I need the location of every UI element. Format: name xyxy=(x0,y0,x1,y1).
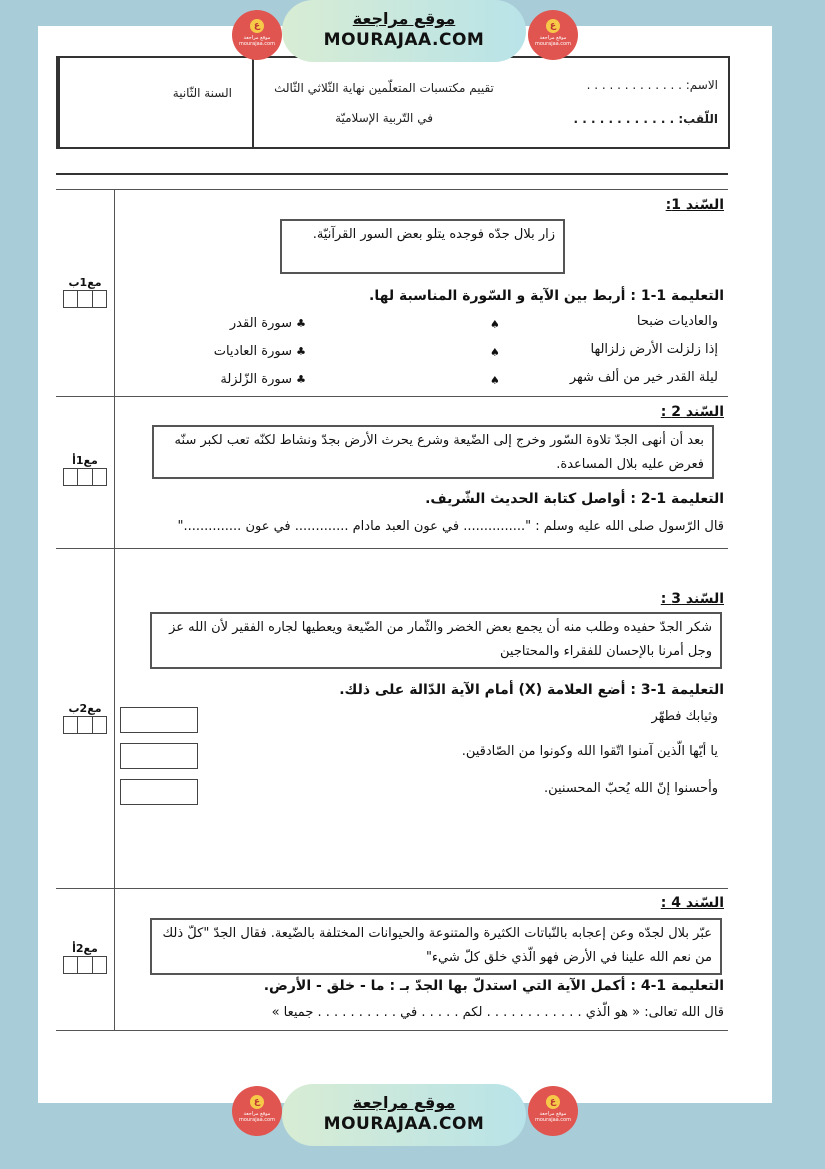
criterion-2: مع1أ xyxy=(63,454,107,486)
grade-cell xyxy=(58,58,252,147)
section-divider xyxy=(56,548,728,549)
sanad-1-text: زار بلال جدّه فوجده يتلو بعض السور القرآنيّة. xyxy=(280,219,565,274)
sanad-2-text: بعد أن أنهى الجدّ تلاوة السّور وخرج إلى الضّيعة وشرع يحرث الأرض بجدّ ونشاط لكنّه تعب لكبر سنّه فعرض عليه بلال المساعدة. xyxy=(152,425,714,479)
task-1-1: التعليمة 1-1 : أربط بين الآية و السّورة المناسبة لها. xyxy=(369,288,724,304)
hadith-fill[interactable]: قال الرّسول صلى الله عليه وسلم : "............... في عون العبد مادام ............. في عون .............." xyxy=(177,519,724,534)
sanad-2-title: السّند 2 : xyxy=(660,404,724,420)
verse-1: والعاديات ضبحا xyxy=(636,314,718,329)
site-logo-icon: ع موقع مراجعة mourajaa.com xyxy=(528,10,578,60)
sanad-3-title: السّند 3 : xyxy=(660,591,724,607)
answer-box-1[interactable] xyxy=(120,707,198,733)
spade-bullet-icon[interactable]: ♠ xyxy=(490,346,500,359)
exam-title xyxy=(252,58,514,147)
site-name-latin: MOURAJAA.COM xyxy=(323,1114,485,1134)
site-banner-top[interactable] xyxy=(282,0,526,62)
answer-box-2[interactable] xyxy=(120,743,198,769)
verse-2: إذا زلزلت الأرض زلزالها xyxy=(590,342,718,357)
student-info xyxy=(514,58,728,147)
sanad-4-text: عبّر بلال لجدّه وعن إعجابه بالنّباتات الكثيرة والمتنوعة والحيوانات المختلفة بالضّيعة. فقال الجدّ "كلّ ذلك من نعم الله علينا في الأرض فهو الّذي خلق كلّ شيء" xyxy=(150,918,722,975)
spade-bullet-icon[interactable]: ♠ xyxy=(490,374,500,387)
task-1-3: التعليمة 1-3 : أضع العلامة (X) أمام الآية الدّالة على ذلك. xyxy=(339,682,724,698)
section-divider xyxy=(56,888,728,889)
section-divider xyxy=(56,396,728,397)
site-name-latin: MOURAJAA.COM xyxy=(323,30,485,50)
task-1-2: التعليمة 1-2 : أواصل كتابة الحديث الشّريف. xyxy=(425,491,724,507)
divider xyxy=(56,173,728,175)
criterion-4: مع2أ xyxy=(63,942,107,974)
criteria-column-divider xyxy=(114,190,115,1030)
name-label: الاسم: . . . . . . . . . . . . . xyxy=(586,78,718,92)
option-3: وأحسنوا إنّ الله يُحبّ المحسنين. xyxy=(543,781,718,796)
sanad-3-text: شكر الجدّ حفيده وطلب منه أن يجمع بعض الخضر والثّمار من الضّيعة ويعطيها لجاره الفقير لأن الله عز وجل أمرنا بالإحسان للفقراء والمحتاجين xyxy=(150,612,722,669)
exam-header xyxy=(56,56,730,149)
verse-3: ليلة القدر خير من ألف شهر xyxy=(569,370,718,385)
site-name-ar: موقع مراجعة xyxy=(352,9,456,28)
site-logo-icon: ع موقع مراجعة mourajaa.com xyxy=(232,1086,282,1136)
option-2: يا أيّها الّذين آمنوا اتّقوا الله وكونوا من الصّادقين. xyxy=(461,744,718,759)
surah-2[interactable]: ♣ سورة العاديات xyxy=(213,344,306,359)
spade-bullet-icon[interactable]: ♠ xyxy=(490,318,500,331)
site-name-ar: موقع مراجعة xyxy=(352,1093,456,1112)
criterion-3: مع2ب xyxy=(63,702,107,734)
sanad-4-title: السّند 4 : xyxy=(660,895,724,911)
answer-box-3[interactable] xyxy=(120,779,198,805)
task-1-4: التعليمة 1-4 : أكمل الآية التي استدلّ بها الجدّ بـ : ما - خلق - الأرض. xyxy=(263,978,724,994)
criterion-1: مع1ب xyxy=(63,276,107,308)
verse-fill[interactable]: قال الله تعالى: « هو الّذي . . . . . . . . . . . . لكم . . . . . في . . . . . . . . . . جميعا » xyxy=(271,1005,724,1020)
exam-title-line1: تقييم مكتسبات المتعلّمين نهاية الثّلاثي الثّالث xyxy=(274,81,494,95)
surah-1[interactable]: ♣ سورة القدر xyxy=(229,316,306,331)
site-logo-icon: ع موقع مراجعة mourajaa.com xyxy=(528,1086,578,1136)
site-banner-bottom[interactable] xyxy=(282,1084,526,1146)
option-1: وثيابك فطهّر xyxy=(651,709,718,724)
grade-label: السنة الثّانية xyxy=(172,86,232,100)
surname-label: اللّقب: . . . . . . . . . . . . xyxy=(573,112,718,126)
exam-title-line2: في التّربية الإسلاميّة xyxy=(335,111,433,125)
site-logo-icon: ع موقع مراجعة mourajaa.com xyxy=(232,10,282,60)
sanad-1-title: السّند 1: xyxy=(665,197,724,213)
exam-body xyxy=(56,189,728,1031)
surah-3[interactable]: ♣ سورة الزّلزلة xyxy=(220,372,306,387)
